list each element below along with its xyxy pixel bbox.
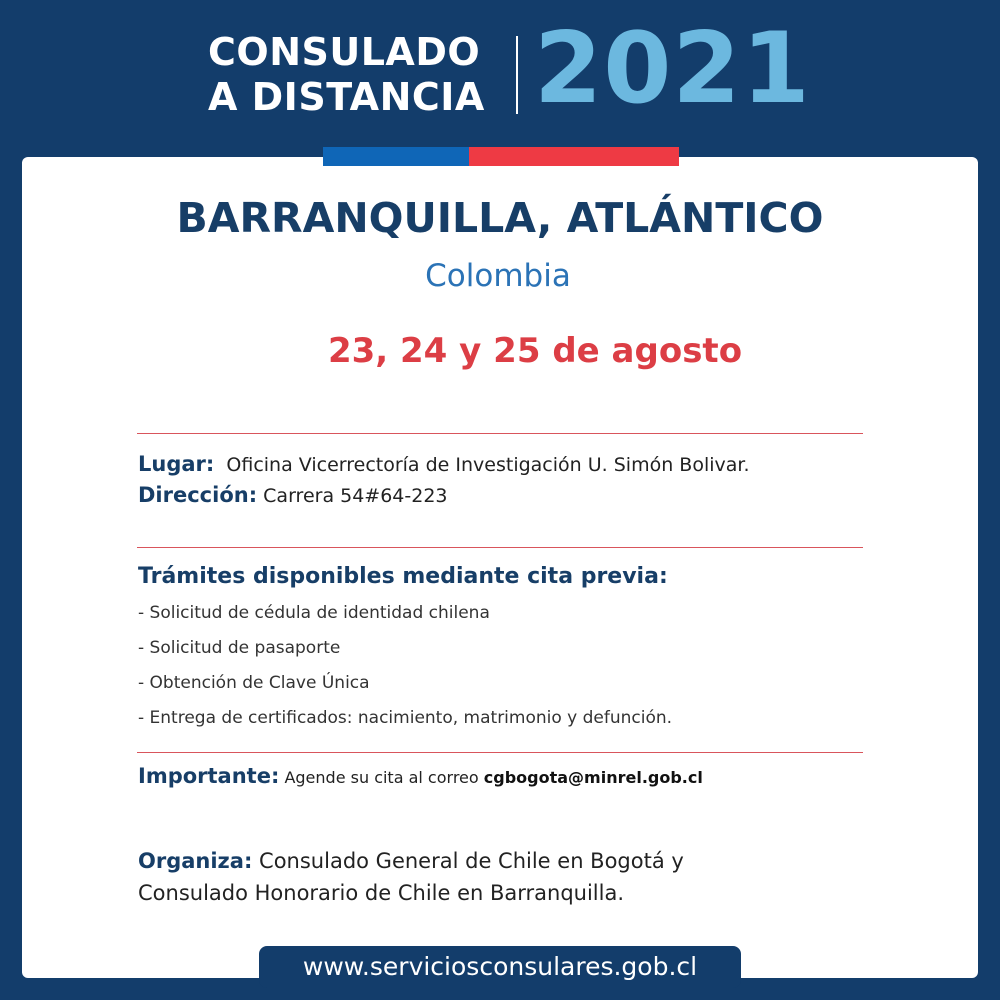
flag-stripe-blue (323, 147, 469, 166)
event-dates: 23, 24 y 25 de agosto (327, 331, 743, 371)
header-title (208, 30, 508, 120)
email-link[interactable]: cgbogota@minrel.gob.cl (483, 768, 703, 787)
place-label: Lugar: (138, 452, 215, 476)
important-line (138, 761, 703, 793)
header-title-line2: A DISTANCIA (208, 75, 485, 119)
list-item: - Solicitud de pasaporte (138, 638, 341, 658)
procedures-list (138, 596, 672, 736)
header-year: 2021 (534, 12, 811, 126)
organizer-label: Organiza: (138, 849, 253, 873)
header-divider (516, 36, 518, 114)
organizer-text-1: Consulado General de Chile en Bogotá y (259, 849, 684, 873)
event-country: Colombia (425, 258, 571, 294)
address-value: Carrera 54#64-223 (263, 485, 448, 507)
divider-rule (137, 433, 863, 434)
address-label: Dirección: (138, 483, 258, 507)
organizer-line-1 (138, 846, 684, 876)
divider-rule (137, 547, 863, 548)
procedures-heading: Trámites disponibles mediante cita previa: (138, 564, 668, 589)
place-line (138, 449, 750, 480)
event-city: BARRANQUILLA, ATLÁNTICO (176, 194, 824, 242)
list-item: - Obtención de Clave Única (138, 673, 370, 693)
flag-stripe-red (469, 147, 679, 166)
website-link[interactable]: www.serviciosconsulares.gob.cl (259, 946, 741, 988)
organizer-line-2: Consulado Honorario de Chile en Barranquilla. (138, 881, 625, 905)
important-label: Importante: (138, 764, 280, 788)
important-text: Agende su cita al correo (284, 768, 479, 787)
list-item: - Solicitud de cédula de identidad chilena (138, 603, 490, 623)
header-title-line1: CONSULADO (208, 30, 481, 74)
list-item: - Entrega de certificados: nacimiento, matrimonio y defunción. (138, 708, 673, 728)
place-value: Oficina Vicerrectoría de Investigación U. Simón Bolivar. (226, 454, 750, 476)
header-banner (0, 0, 1000, 156)
divider-rule (137, 752, 863, 753)
address-line (138, 480, 448, 511)
